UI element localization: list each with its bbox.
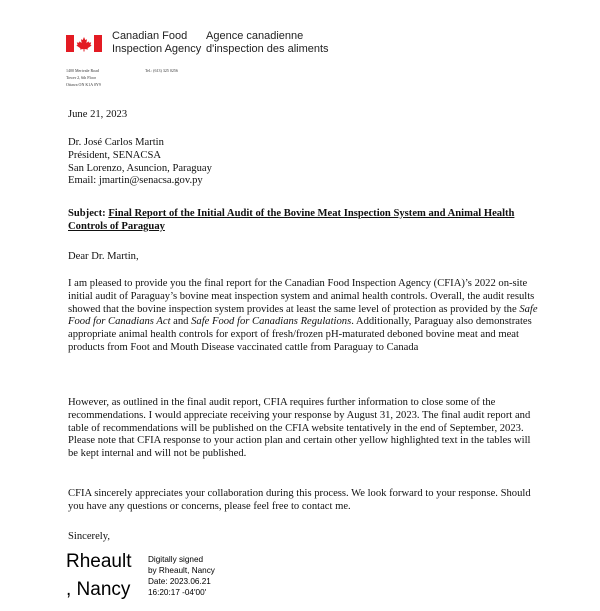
subject-label: Subject: [68, 208, 106, 219]
digital-signature-details [148, 554, 215, 598]
signature-name-line1: Rheault [66, 551, 132, 572]
paragraph-1-part2: and [170, 316, 192, 328]
agency-name-french [206, 30, 329, 56]
agency-name-english [112, 30, 201, 56]
paragraph-2: However, as outlined in the final audit report, CFIA requires further information to close some of the recommendations. I would appreciate receiving your response by August 31, 2023. The final audit report and table of recommendations will be published on the CFIA website tentatively in the end of September, 2023. Please note that CFIA response to your action plan and certain other yellow highlighted text in the tables will be kept internal and will not be published. [68, 397, 531, 460]
signature-detail-time: 16:20:17 -04'00' [148, 588, 207, 597]
letter-date: June 21, 2023 [68, 109, 128, 120]
agency-telephone: Tel.: (613) 325 0256 [145, 68, 178, 73]
canada-flag-logo-icon [66, 35, 102, 52]
paragraph-1-italic-act: Safe Food for Canadians Act [68, 303, 538, 328]
signature-detail-line2: by Rheault, Nancy [148, 566, 215, 575]
signature-name-line2: , Nancy [66, 579, 131, 600]
paragraph-1 [68, 278, 538, 355]
subject-line [68, 208, 538, 234]
salutation: Dear Dr. Martin, [68, 251, 139, 262]
closing: Sincerely, [68, 531, 110, 542]
paragraph-1-italic-regulations: Safe Food for Canadians Regulations [191, 316, 352, 328]
agency-en-line2: Inspection Agency [112, 43, 202, 55]
recipient-name: Dr. José Carlos Martin [68, 137, 164, 148]
signature-detail-date: Date: 2023.06.21 [148, 577, 211, 586]
recipient-title: Président, SENACSA [68, 149, 161, 161]
address-line2: Tower 2, 6th Floor [66, 75, 96, 80]
subject-text: Final Report of the Initial Audit of the Bovine Meat Inspection System and Animal Health Controls of Paraguay [68, 208, 515, 232]
address-line3: Ottawa ON K1A 0Y9 [66, 82, 101, 87]
paragraph-1-part3: . Additionally, Paraguay also demonstrates appropriate animal health controls for export of fresh/frozen pH-maturated deboned bovine meat and meat products from Foot and Mouth Disease vaccinated cattle from Paraguay to Canada [68, 316, 532, 353]
address-line1: 1400 Merivale Road [66, 68, 99, 73]
recipient-location: San Lorenzo, Asuncion, Paraguay [68, 162, 212, 174]
agency-address [66, 67, 101, 88]
signature-detail-line1: Digitally signed [148, 555, 204, 564]
agency-fr-line1: Agence canadienne [206, 30, 304, 42]
paragraph-3: CFIA sincerely appreciates your collaboration during this process. We look forward to your response. Should you have any questions or concerns, please feel free to contact me. [68, 488, 531, 512]
paragraph-1-part1: I am pleased to provide you the final report for the Canadian Food Inspection Agency (CFIA)’s 2022 on-site initial audit of Paraguay’s bovine meat inspection system and animal health controls. Overall, the audit results showed that the bovine inspection system provides at least the same level of protection as provided by the [68, 278, 535, 315]
recipient-block [68, 137, 538, 188]
recipient-email: Email: jmartin@senacsa.gov.py [68, 175, 203, 187]
agency-fr-line2: d'inspection des aliments [206, 43, 329, 55]
agency-en-line1: Canadian Food [112, 30, 188, 42]
